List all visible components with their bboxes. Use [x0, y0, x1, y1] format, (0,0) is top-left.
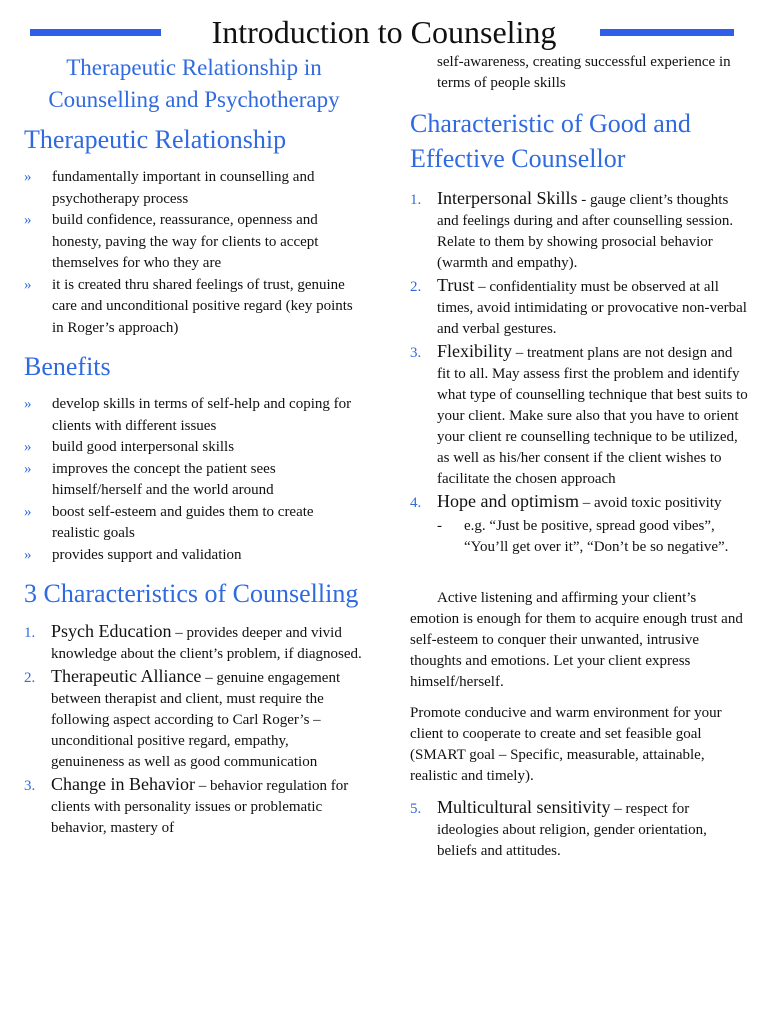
list-item: [410, 275, 748, 340]
document-subtitle: Therapeutic Relationship in Counselling and Psychotherapy: [48, 55, 340, 112]
bullet-marker: »: [24, 212, 32, 228]
page-header: [0, 10, 768, 54]
bullet-marker: »: [24, 396, 32, 412]
list-item: » fundamentally important in counselling and psychotherapy process: [24, 169, 315, 207]
item-description: – confidentiality must be observed at all times, avoid intimidating or provocative non-verbal and verbal gestures.: [437, 279, 747, 337]
item-number: 3.: [410, 345, 422, 361]
list-item: [410, 341, 748, 490]
list-item: [410, 491, 748, 558]
item-number: 1.: [24, 625, 36, 641]
list-item: [24, 666, 364, 773]
dash-marker: -: [437, 518, 442, 534]
list-item: » it is created thru shared feelings of trust, genuine care and unconditional positive regard (key points in Roger’s approach): [24, 276, 353, 336]
list-item: [410, 797, 748, 862]
continued-text: self-awareness, creating successful experience in terms of people skills: [437, 54, 731, 91]
counsellor-characteristics-list-continued: [410, 797, 748, 862]
example-text: e.g. “Just be positive, spread good vibes”, “You’ll get over it”, “Don’t be so negative”.: [464, 518, 729, 555]
item-description: – avoid toxic positivity: [579, 495, 722, 511]
item-number: 2.: [410, 279, 422, 295]
item-term: Trust: [437, 275, 475, 295]
therapeutic-relationship-list: [24, 167, 364, 339]
page-title: Introduction to Counseling: [211, 14, 557, 50]
item-term: Hope and optimism: [437, 491, 579, 511]
right-column: [410, 52, 748, 863]
item-description: - gauge client’s thoughts and feelings during and after counselling session. Relate to them by showing prosocial behavior (warmth and empathy).: [437, 192, 734, 271]
item-number: 5.: [410, 801, 422, 817]
bullet-marker: »: [24, 503, 32, 520]
paragraph-active-listening: Active listening and affirming your client’s emotion is enough for them to acquire enough trust and self-esteem to conquer their unwanted, intrusive thoughts and emotions. Let your client express himself/herself.: [410, 590, 743, 690]
item-description: – treatment plans are not design and fit to all. May assess first the problem and identify what type of counselling technique that best suits to your client. Make sure also that you have to orient your client re counselling technique to be utilized, as well as his/her consent if the client wishes to facilitate the chosen approach: [437, 345, 748, 487]
section-heading-characteristics: 3 Characteristics of Counselling: [24, 579, 359, 608]
item-description: – behavior regulation for clients with personality issues or problematic behavior, mastery of: [51, 778, 349, 836]
list-item: [24, 774, 364, 839]
example-subitem: [437, 516, 748, 558]
list-item: » develop skills in terms of self-help and coping for clients with different issues: [24, 396, 352, 434]
list-item: [24, 621, 364, 665]
counsellor-characteristics-list: [410, 188, 748, 558]
item-term: Multicultural sensitivity: [437, 797, 611, 817]
left-column: [24, 52, 364, 840]
bullet-marker: »: [24, 546, 32, 563]
bullet-marker: »: [24, 276, 32, 293]
item-number: 1.: [410, 192, 422, 208]
characteristics-list: [24, 621, 364, 839]
item-description: – respect for ideologies about religion, gender orientation, beliefs and attitudes.: [437, 801, 707, 859]
list-item: » boost self-esteem and guides them to create realistic goals: [24, 503, 314, 541]
list-item: » improves the concept the patient sees himself/herself and the world around: [24, 460, 276, 498]
bullet-marker: »: [24, 169, 32, 185]
item-description: – genuine engagement between therapist and client, must require the following aspect according to Carl Roger’s – unconditional positive regard, empathy, genuineness as well as good communication: [51, 670, 341, 770]
bullet-marker: »: [24, 439, 32, 455]
list-item: » build good interpersonal skills: [24, 437, 364, 459]
list-item: » build confidence, reassurance, openness and honesty, paving the way for clients to accept themselves for who they are: [24, 212, 319, 271]
item-term: Change in Behavior: [51, 774, 195, 794]
section-heading-therapeutic-relationship: Therapeutic Relationship: [24, 125, 287, 154]
item-number: 4.: [410, 495, 422, 511]
list-item: [410, 188, 748, 274]
list-item: » provides support and validation: [24, 545, 364, 567]
item-term: Therapeutic Alliance: [51, 666, 202, 686]
header-bar-right: [600, 29, 734, 36]
item-term: Flexibility: [437, 341, 513, 361]
section-heading-benefits: Benefits: [24, 352, 111, 381]
bullet-marker: »: [24, 460, 32, 477]
section-heading-good-counsellor: Characteristic of Good and Effective Counsellor: [410, 109, 691, 173]
item-term: Interpersonal Skills: [437, 188, 578, 208]
benefits-list: [24, 394, 364, 566]
item-description: – provides deeper and vivid knowledge about the client’s problem, if diagnosed.: [51, 625, 362, 662]
item-number: 3.: [24, 778, 36, 794]
item-term: Psych Education: [51, 621, 172, 641]
paragraph-smart-goal: Promote conducive and warm environment for your client to cooperate to create and set feasible goal (SMART goal – Specific, measurable, attainable, realistic and timely).: [410, 705, 722, 784]
item-number: 2.: [24, 670, 36, 686]
